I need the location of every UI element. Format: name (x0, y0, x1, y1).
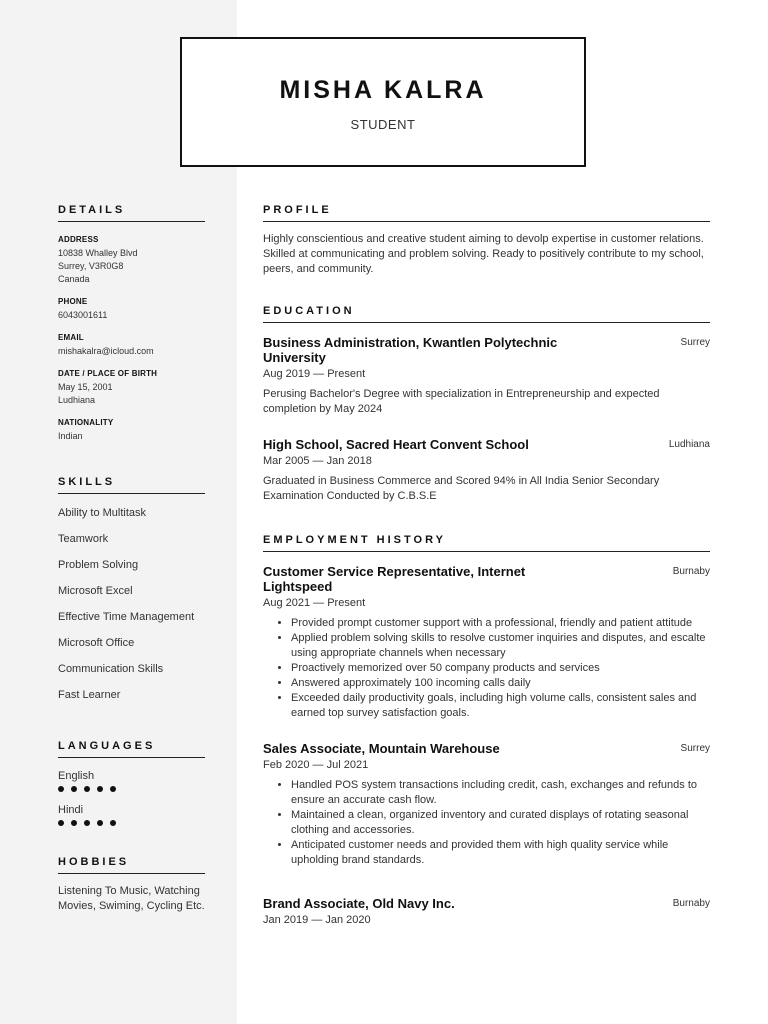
phone-label: PHONE (58, 297, 88, 306)
skill-item: Teamwork (58, 533, 109, 545)
proficiency-dot (84, 820, 90, 826)
education-description: Perusing Bachelor's Degree with specialization in Entrepreneurship and expected completion by May 2024 (263, 388, 660, 415)
job-bullet: • Proactively memorized over 50 company products and services (291, 661, 710, 676)
education-description: Graduated in Business Commerce and Scored 94% in All India Senior Secondary Examination Conducted by C.B.S.E (263, 475, 660, 502)
language-level (58, 786, 205, 792)
education-date: Mar 2005 — Jan 2018 (263, 455, 372, 467)
skill-item: Ability to Multitask (58, 507, 147, 519)
job-title: Sales Associate, Mountain Warehouse (263, 741, 500, 756)
proficiency-dot (110, 820, 116, 826)
job-bullets (263, 778, 710, 868)
job-bullets (263, 616, 710, 721)
proficiency-dot (84, 786, 90, 792)
phone-value: 6043001611 (58, 310, 108, 320)
email-label: EMAIL (58, 333, 84, 342)
skill-item: Microsoft Excel (58, 585, 133, 597)
dob-label: DATE / PLACE OF BIRTH (58, 369, 158, 378)
language-level (58, 820, 205, 826)
employment-entry (263, 564, 710, 721)
education-entry (263, 335, 710, 417)
hobbies-section (58, 856, 205, 914)
details-section (58, 204, 205, 443)
address-value (58, 247, 205, 286)
address-label: ADDRESS (58, 235, 99, 244)
job-date: Jan 2019 — Jan 2020 (263, 914, 371, 926)
job-bullet: • Maintained a clean, organized inventory and curated displays of rotating seasonal clothing and accessories. (291, 808, 710, 838)
proficiency-dot (71, 786, 77, 792)
skill-item: Communication Skills (58, 663, 164, 675)
profile-section (263, 204, 710, 277)
nationality-label: NATIONALITY (58, 418, 114, 427)
address-line: Surrey, V3R0G8 (58, 261, 124, 271)
dob-date: May 15, 2001 (58, 382, 113, 392)
hobbies-text: Listening To Music, Watching Movies, Swiming, Cycling Etc. (58, 885, 205, 912)
job-bullet: • Applied problem solving skills to resolve customer inquiries and disputes, and escalte using appropriate channels when necessary (291, 631, 710, 661)
job-title: Customer Service Representative, Internet Lightspeed (263, 564, 526, 594)
proficiency-dot (58, 820, 64, 826)
person-name: MISHA KALRA (279, 76, 487, 104)
employment-entry (263, 896, 710, 926)
profile-heading: PROFILE (263, 204, 710, 222)
skill-item: Fast Learner (58, 689, 121, 701)
language-name: Hindi (58, 804, 84, 816)
employment-heading: EMPLOYMENT HISTORY (263, 534, 710, 552)
skill-item: Problem Solving (58, 559, 139, 571)
employment-section (263, 534, 710, 926)
job-location: Surrey (680, 743, 710, 754)
proficiency-dot (58, 786, 64, 792)
skills-list (58, 506, 205, 702)
job-location: Burnaby (672, 566, 710, 577)
education-date: Aug 2019 — Present (263, 368, 366, 380)
address-line: 10838 Whalley Blvd (58, 248, 138, 258)
education-entry (263, 437, 710, 504)
languages-section (58, 740, 205, 826)
language-name: English (58, 770, 95, 782)
education-heading: EDUCATION (263, 305, 710, 323)
education-title: Business Administration, Kwantlen Polytechnic University (263, 335, 558, 365)
address-line: Canada (58, 274, 90, 284)
education-section (263, 305, 710, 504)
dob-value (58, 381, 205, 407)
job-title: Brand Associate, Old Navy Inc. (263, 896, 455, 911)
skills-section (58, 476, 205, 702)
job-date: Aug 2021 — Present (263, 597, 366, 609)
job-bullet: • Answered approximately 100 incoming calls daily (291, 676, 710, 691)
resume-header (180, 37, 586, 167)
education-title: High School, Sacred Heart Convent School (263, 437, 529, 452)
proficiency-dot (110, 786, 116, 792)
nationality-value: Indian (58, 431, 83, 441)
proficiency-dot (71, 820, 77, 826)
proficiency-dot (97, 786, 103, 792)
skills-heading: SKILLS (58, 476, 205, 494)
job-location: Burnaby (672, 898, 710, 909)
dob-place: Ludhiana (58, 395, 96, 405)
education-location: Surrey (680, 337, 710, 348)
skill-item: Effective Time Management (58, 611, 195, 623)
languages-heading: LANGUAGES (58, 740, 205, 758)
hobbies-heading: HOBBIES (58, 856, 205, 874)
employment-entry (263, 741, 710, 868)
job-bullet: • Provided prompt customer support with a professional, friendly and patient attitude (291, 616, 710, 631)
details-heading: DETAILS (58, 204, 205, 222)
job-bullet: • Exceeded daily productivity goals, including high volume calls, consistent sales and earned top survey satisfaction goals. (291, 691, 710, 721)
language-item (58, 770, 205, 792)
job-date: Feb 2020 — Jul 2021 (263, 759, 369, 771)
proficiency-dot (97, 820, 103, 826)
job-bullet: • Handled POS system transactions including credit, cash, exchanges and refunds to ensure an accurate cash flow. (291, 778, 710, 808)
language-item (58, 804, 205, 826)
job-bullet: • Anticipated customer needs and provided them with high quality service while upholding brand standards. (291, 838, 710, 868)
email-value: mishakalra@icloud.com (58, 346, 154, 356)
skill-item: Microsoft Office (58, 637, 135, 649)
person-title: STUDENT (350, 117, 416, 132)
education-location: Ludhiana (668, 439, 710, 450)
profile-text: Highly conscientious and creative student aiming to devolp expertise in customer relations. Skilled at communicating and problem solving. Ready to positively contribute to my school, peers, and community. (263, 233, 704, 275)
